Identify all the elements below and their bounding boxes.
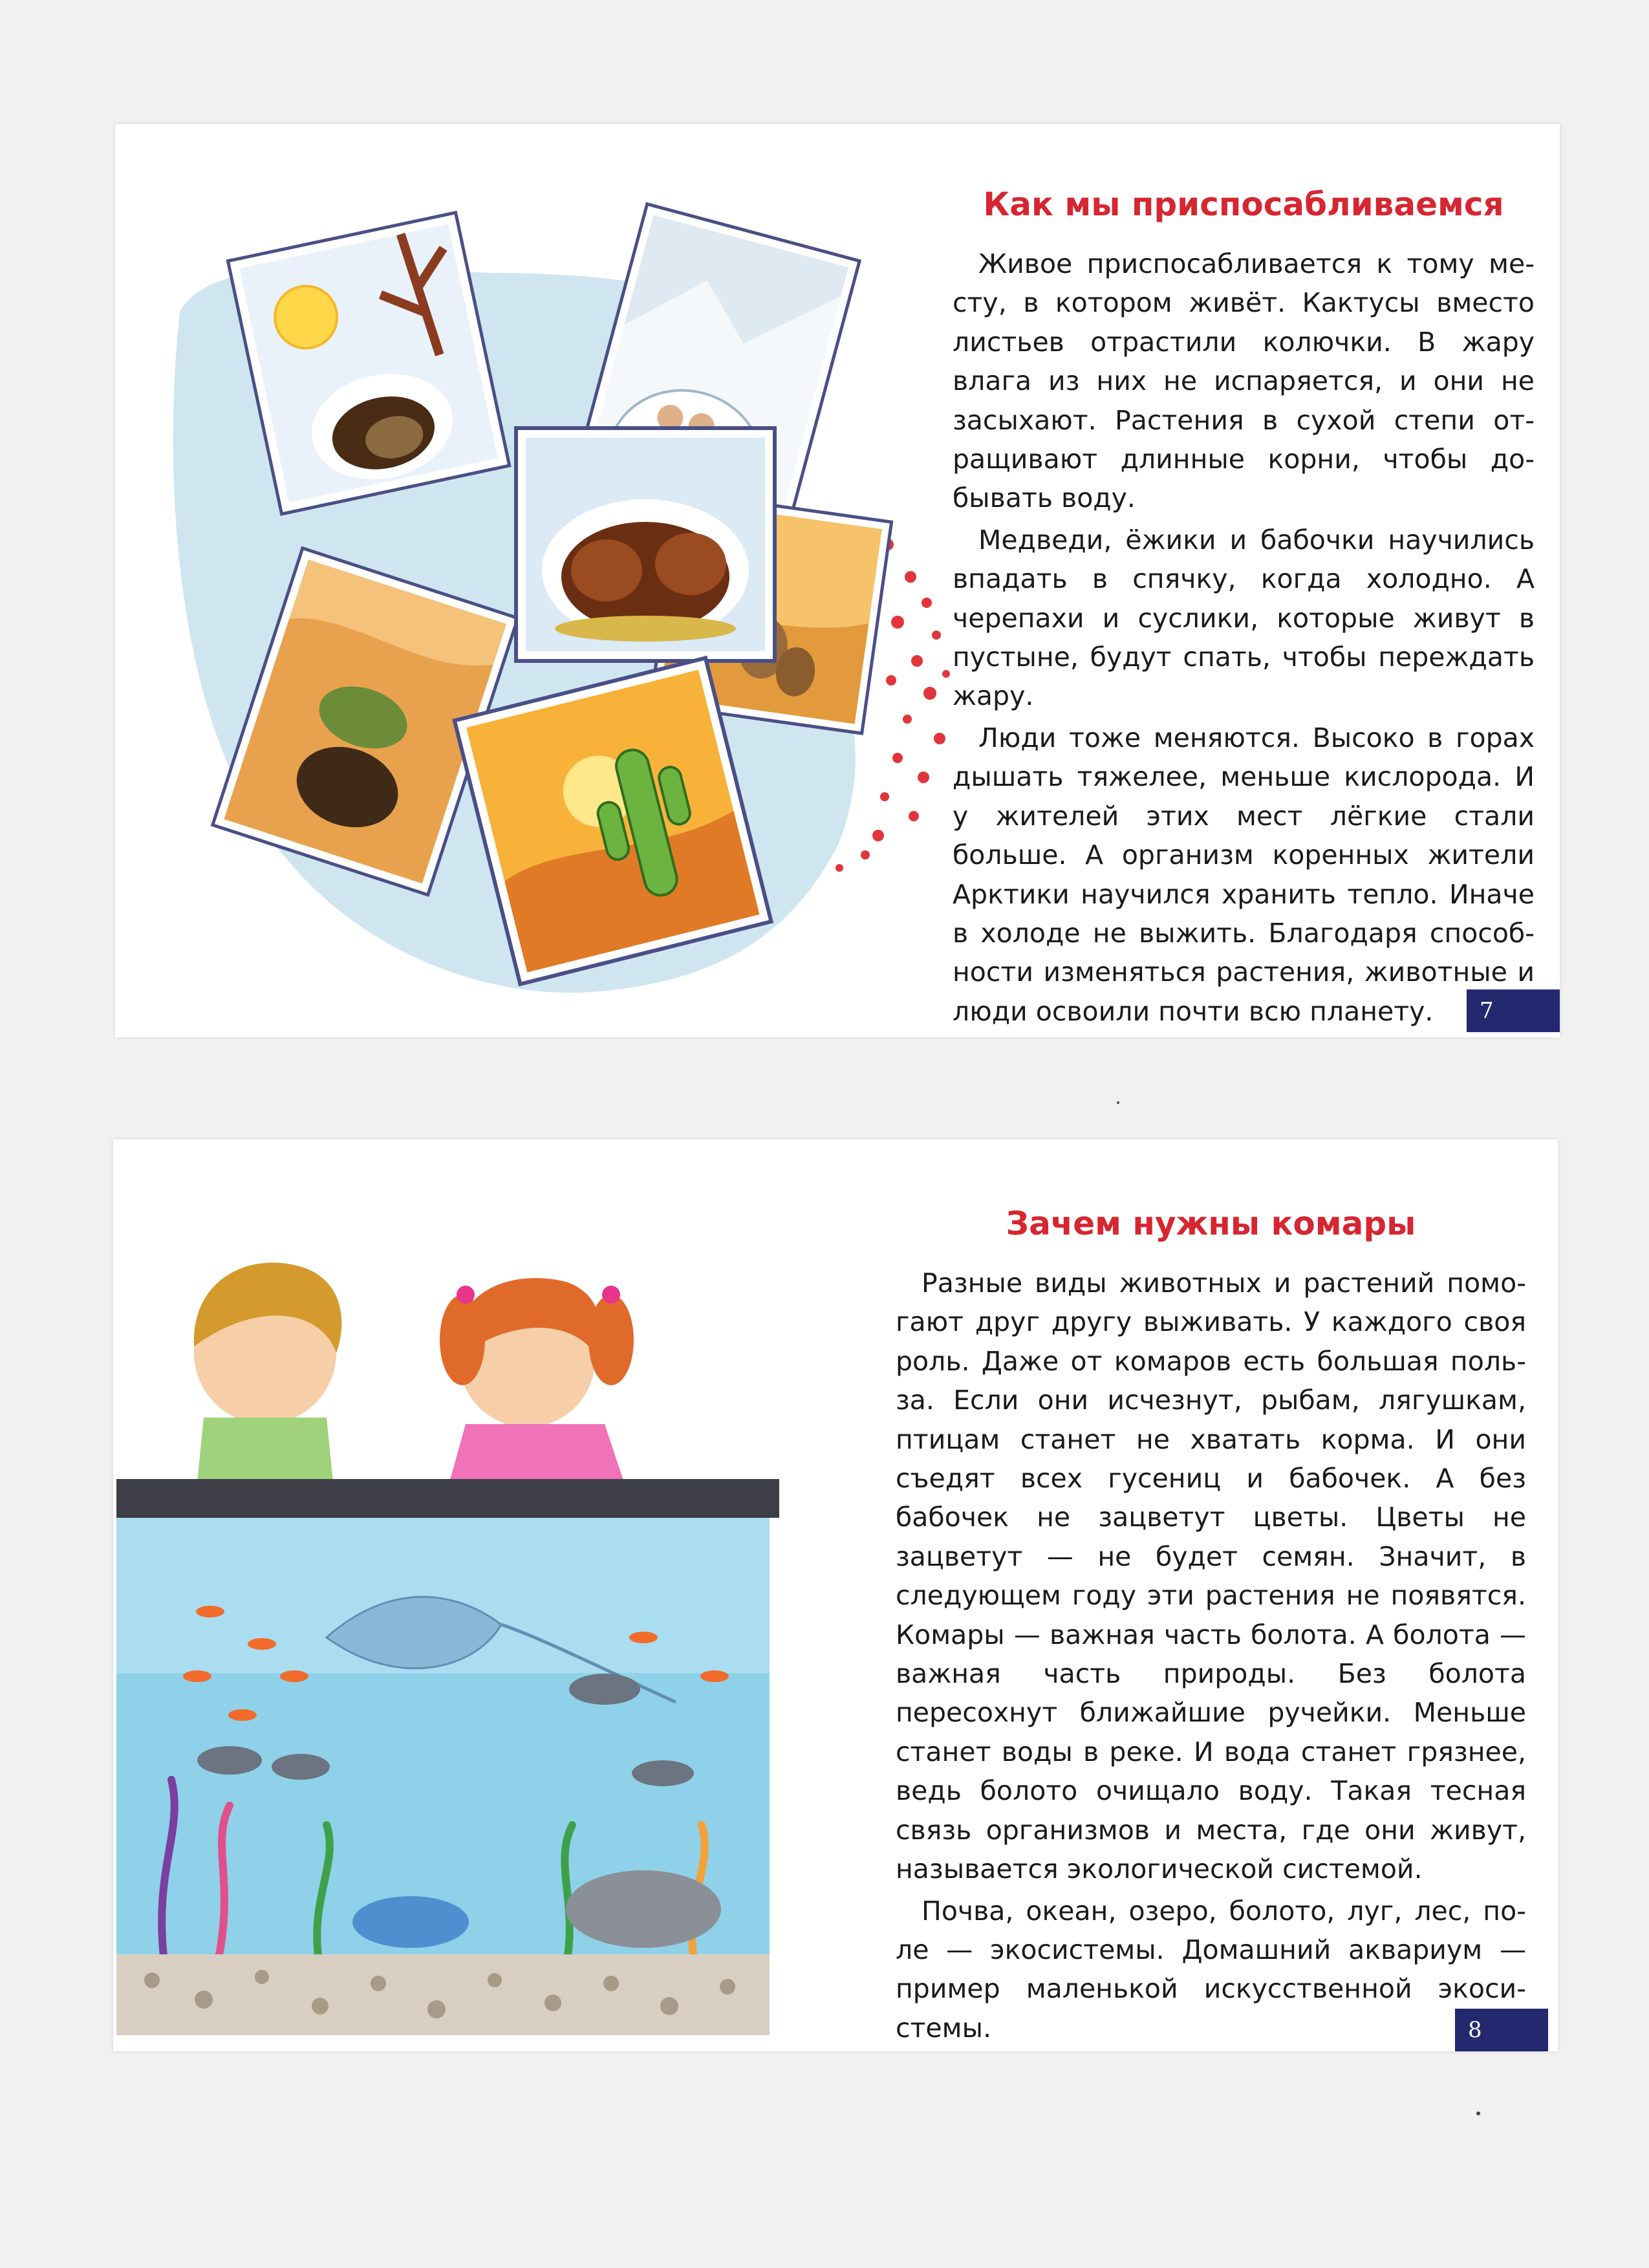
page-title: Как мы приспосабливаемся	[983, 186, 1504, 223]
page-number-badge	[1467, 989, 1560, 1032]
page-number-badge	[1455, 2009, 1548, 2051]
adaptation-collage-illustration	[154, 157, 982, 1010]
scan-speck	[1476, 2111, 1480, 2115]
paragraph: Люди тоже меняются. Высоко в горах дышать тяжелее, меньше кислорода. И у жителей этих мест лёгкие стали больше. А организм коренных жители Арктики научился хранить тепло. Иначе в холоде не выжить. Благодаря способности изменяться растения, животные и люди освоили почти всю планету.	[953, 722, 1535, 1027]
paragraph: Почва, океан, озеро, болото, луг, лес, поле — экосистемы. Домашний аквариум — пример маленькой искусственной экосистемы.	[896, 1895, 1526, 2044]
aquarium-children-illustration	[113, 1224, 779, 2051]
page-8-card	[113, 1139, 1558, 2051]
page-8-text	[896, 1203, 1526, 2050]
page-number: 8	[1468, 2017, 1482, 2043]
paragraph: Разные виды животных и растений помогают друг другу выживать. У каждого своя роль. Даже от комаров есть большая польза. Если они исчезнут, рыбам, лягушкам, птицам станет не хватать корма. И они съедят всех гусениц и бабочек. А без бабочек не зацветут цветы. Цветы не зацветут — не будет семян. Значит, в следующем году эти растения не появятся. Комары — важная часть болота. А болота — важная часть природы. Без болота пересохнут ближайшие ручейки. Меньше станет воды в реке. И вода станет грязнее, ведь болото очищало воду. Такая тесная связь организмов и места, где они живут, называется экологической системой.	[896, 1268, 1526, 1885]
page-7-text	[953, 184, 1535, 1033]
page-title: Зачем нужны комары	[1006, 1205, 1416, 1242]
scan-speck	[1117, 1101, 1119, 1104]
paragraph: Медведи, ёжики и бабочки научились впадать в спячку, когда холодно. А черепахи и суслики, которые живут в пустыне, будут спать, чтобы переждать жару.	[953, 524, 1535, 712]
page-number: 7	[1480, 998, 1494, 1024]
paragraph: Живое приспосабливается к тому месту, в котором живёт. Кактусы вместо листьев отрастили колючки. В жару влага из них не испаряется, и они не засыхают. Растения в сухой степи отращивают длинные корни, чтобы добывать воду.	[953, 248, 1535, 514]
page-7-card	[115, 124, 1560, 1037]
